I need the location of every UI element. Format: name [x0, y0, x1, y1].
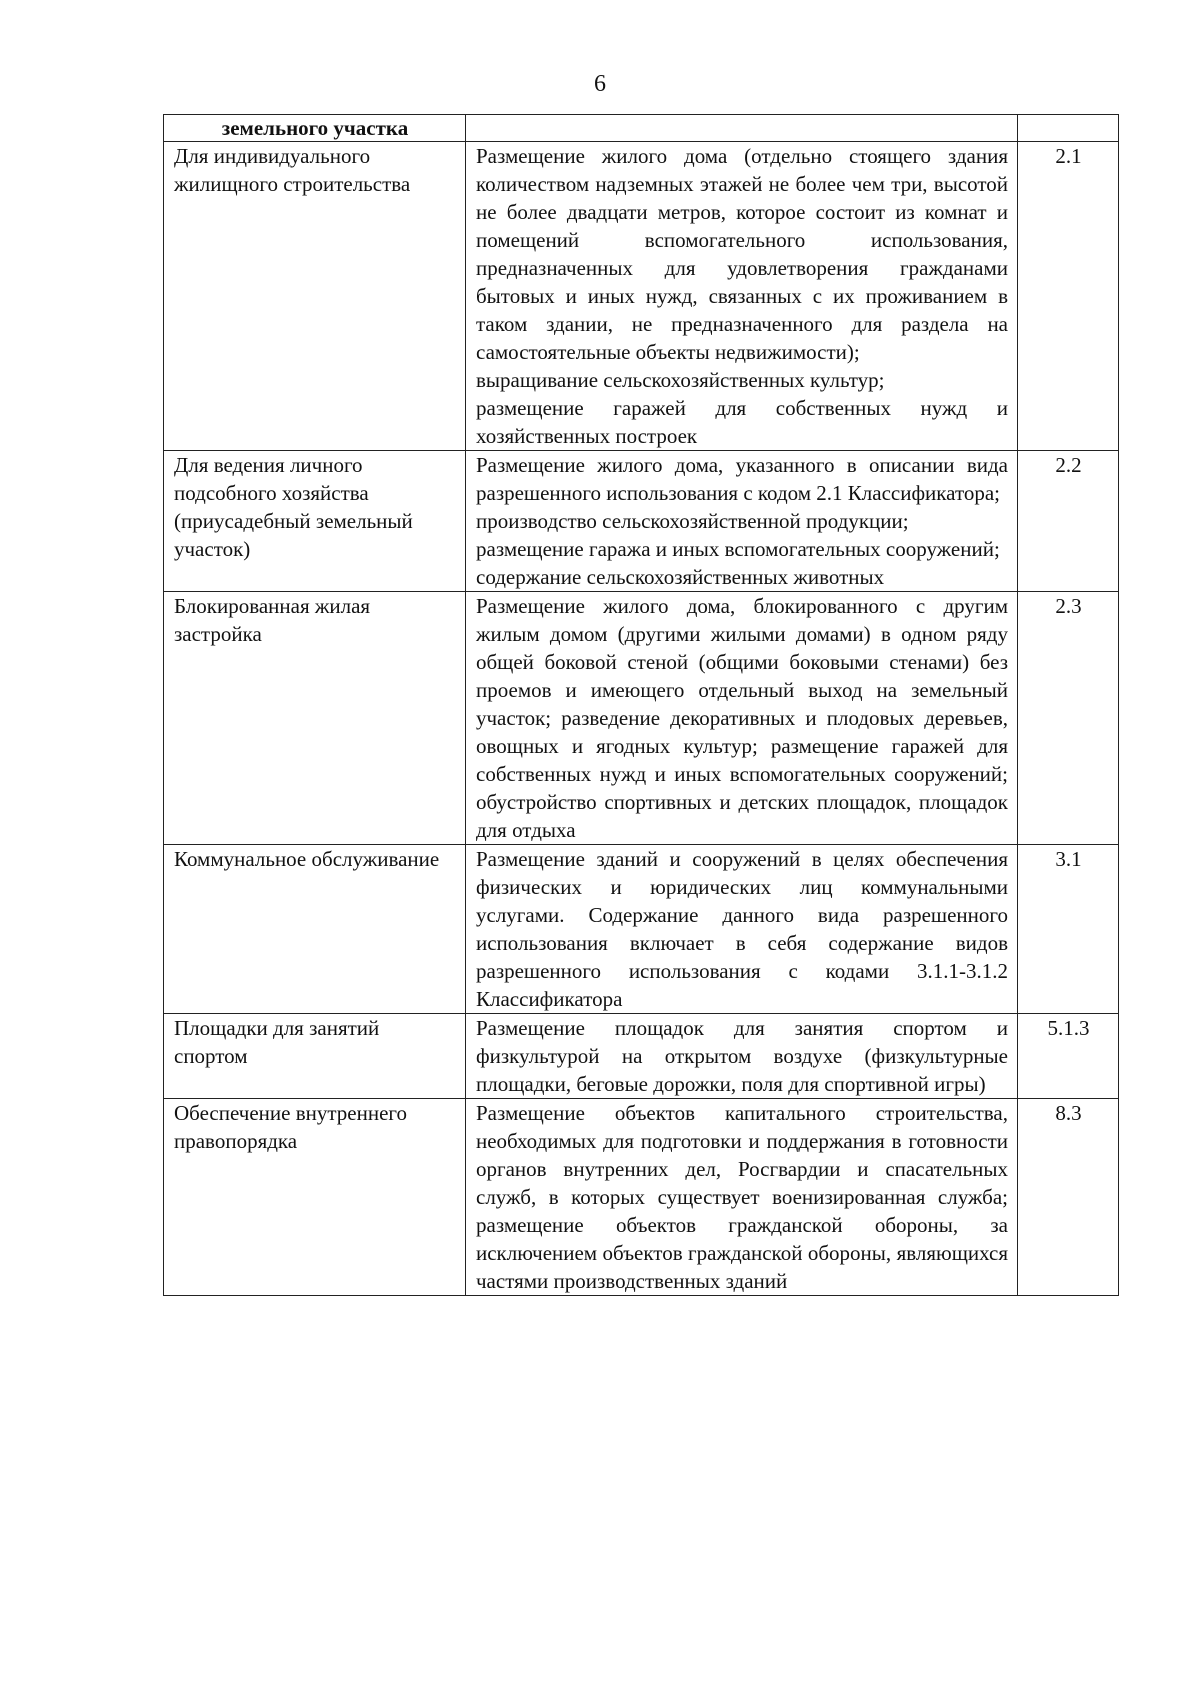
use-name-cell: Коммунальное обслуживание	[164, 845, 466, 1014]
description-paragraph: размещение гаража и иных вспомогательных сооружений;	[476, 537, 1000, 561]
table-row	[164, 1014, 1119, 1099]
table-row	[164, 142, 1119, 451]
use-code-cell: 2.3	[1018, 592, 1119, 845]
description-paragraph: производство сельскохозяйственной продукции;	[476, 509, 909, 533]
page-number: 6	[594, 71, 606, 97]
table-row	[164, 592, 1119, 845]
description-paragraph: содержание сельскохозяйственных животных	[476, 565, 885, 589]
use-code-cell: 2.2	[1018, 451, 1119, 592]
use-description-cell	[466, 845, 1018, 1014]
land-use-table	[163, 114, 1119, 1296]
use-code-cell: 3.1	[1018, 845, 1119, 1014]
description-paragraph: выращивание сельскохозяйственных культур;	[476, 368, 885, 392]
description-paragraph: Размещение жилого дома, блокированного с другим жилым домом (другими жилыми домами) в одном ряду общей боковой стеной (общими боковыми стенами) без проемов и имеющего отдельный выход на земельный участок; разведение декоративных и плодовых деревьев, овощных и ягодных культур; размещение гаражей для собственных нужд и иных вспомогательных сооружений; обустройство спортивных и детских площадок, площадок для отдыха	[476, 594, 1008, 842]
use-name-cell: Блокированная жилая застройка	[164, 592, 466, 845]
use-description-cell	[466, 592, 1018, 845]
header-cell-land-plot: земельного участка	[164, 115, 466, 142]
header-cell-description	[466, 115, 1018, 142]
use-description-cell	[466, 451, 1018, 592]
use-name-cell: Обеспечение внутреннего правопорядка	[164, 1099, 466, 1296]
description-paragraph: Размещение площадок для занятия спортом и физкультурой на открытом воздухе (физкультурные площадки, беговые дорожки, поля для спортивной игры)	[476, 1016, 1008, 1096]
table-row	[164, 451, 1119, 592]
use-code-cell: 8.3	[1018, 1099, 1119, 1296]
description-paragraph: Размещение объектов капитального строительства, необходимых для подготовки и поддержания в готовности органов внутренних дел, Росгвардии и спасательных служб, в которых существует военизированная служба; размещение объектов гражданской обороны, за исключением объектов гражданской обороны, являющихся частями производственных зданий	[476, 1101, 1008, 1293]
use-name-cell: Для индивидуального жилищного строительства	[164, 142, 466, 451]
description-paragraph: Размещение зданий и сооружений в целях обеспечения физических и юридических лиц коммунальными услугами. Содержание данного вида разрешенного использования включает в себя содержание видов разрешенного использования с кодами 3.1.1-3.1.2 Классификатора	[476, 847, 1008, 1011]
use-description-cell	[466, 1014, 1018, 1099]
table-header-row	[164, 115, 1119, 142]
use-name-cell: Для ведения личного подсобного хозяйства (приусадебный земельный участок)	[164, 451, 466, 592]
description-paragraph: размещение гаражей для собственных нужд и хозяйственных построек	[476, 396, 1008, 448]
use-description-cell	[466, 142, 1018, 451]
header-cell-code	[1018, 115, 1119, 142]
description-paragraph: Размещение жилого дома (отдельно стоящего здания количеством надземных этажей не более чем три, высотой не более двадцати метров, которое состоит из комнат и помещений вспомогательного использования, предназначенных для удовлетворения гражданами бытовых и иных нужд, связанных с их проживанием в таком здании, не предназначенного для раздела на самостоятельные объекты недвижимости);	[476, 144, 1008, 364]
description-paragraph: Размещение жилого дома, указанного в описании вида разрешенного использования с кодом 2.1 Классификатора;	[476, 453, 1008, 505]
use-description-cell	[466, 1099, 1018, 1296]
use-name-cell: Площадки для занятий спортом	[164, 1014, 466, 1099]
table-row	[164, 1099, 1119, 1296]
use-code-cell: 2.1	[1018, 142, 1119, 451]
table-row	[164, 845, 1119, 1014]
use-code-cell: 5.1.3	[1018, 1014, 1119, 1099]
